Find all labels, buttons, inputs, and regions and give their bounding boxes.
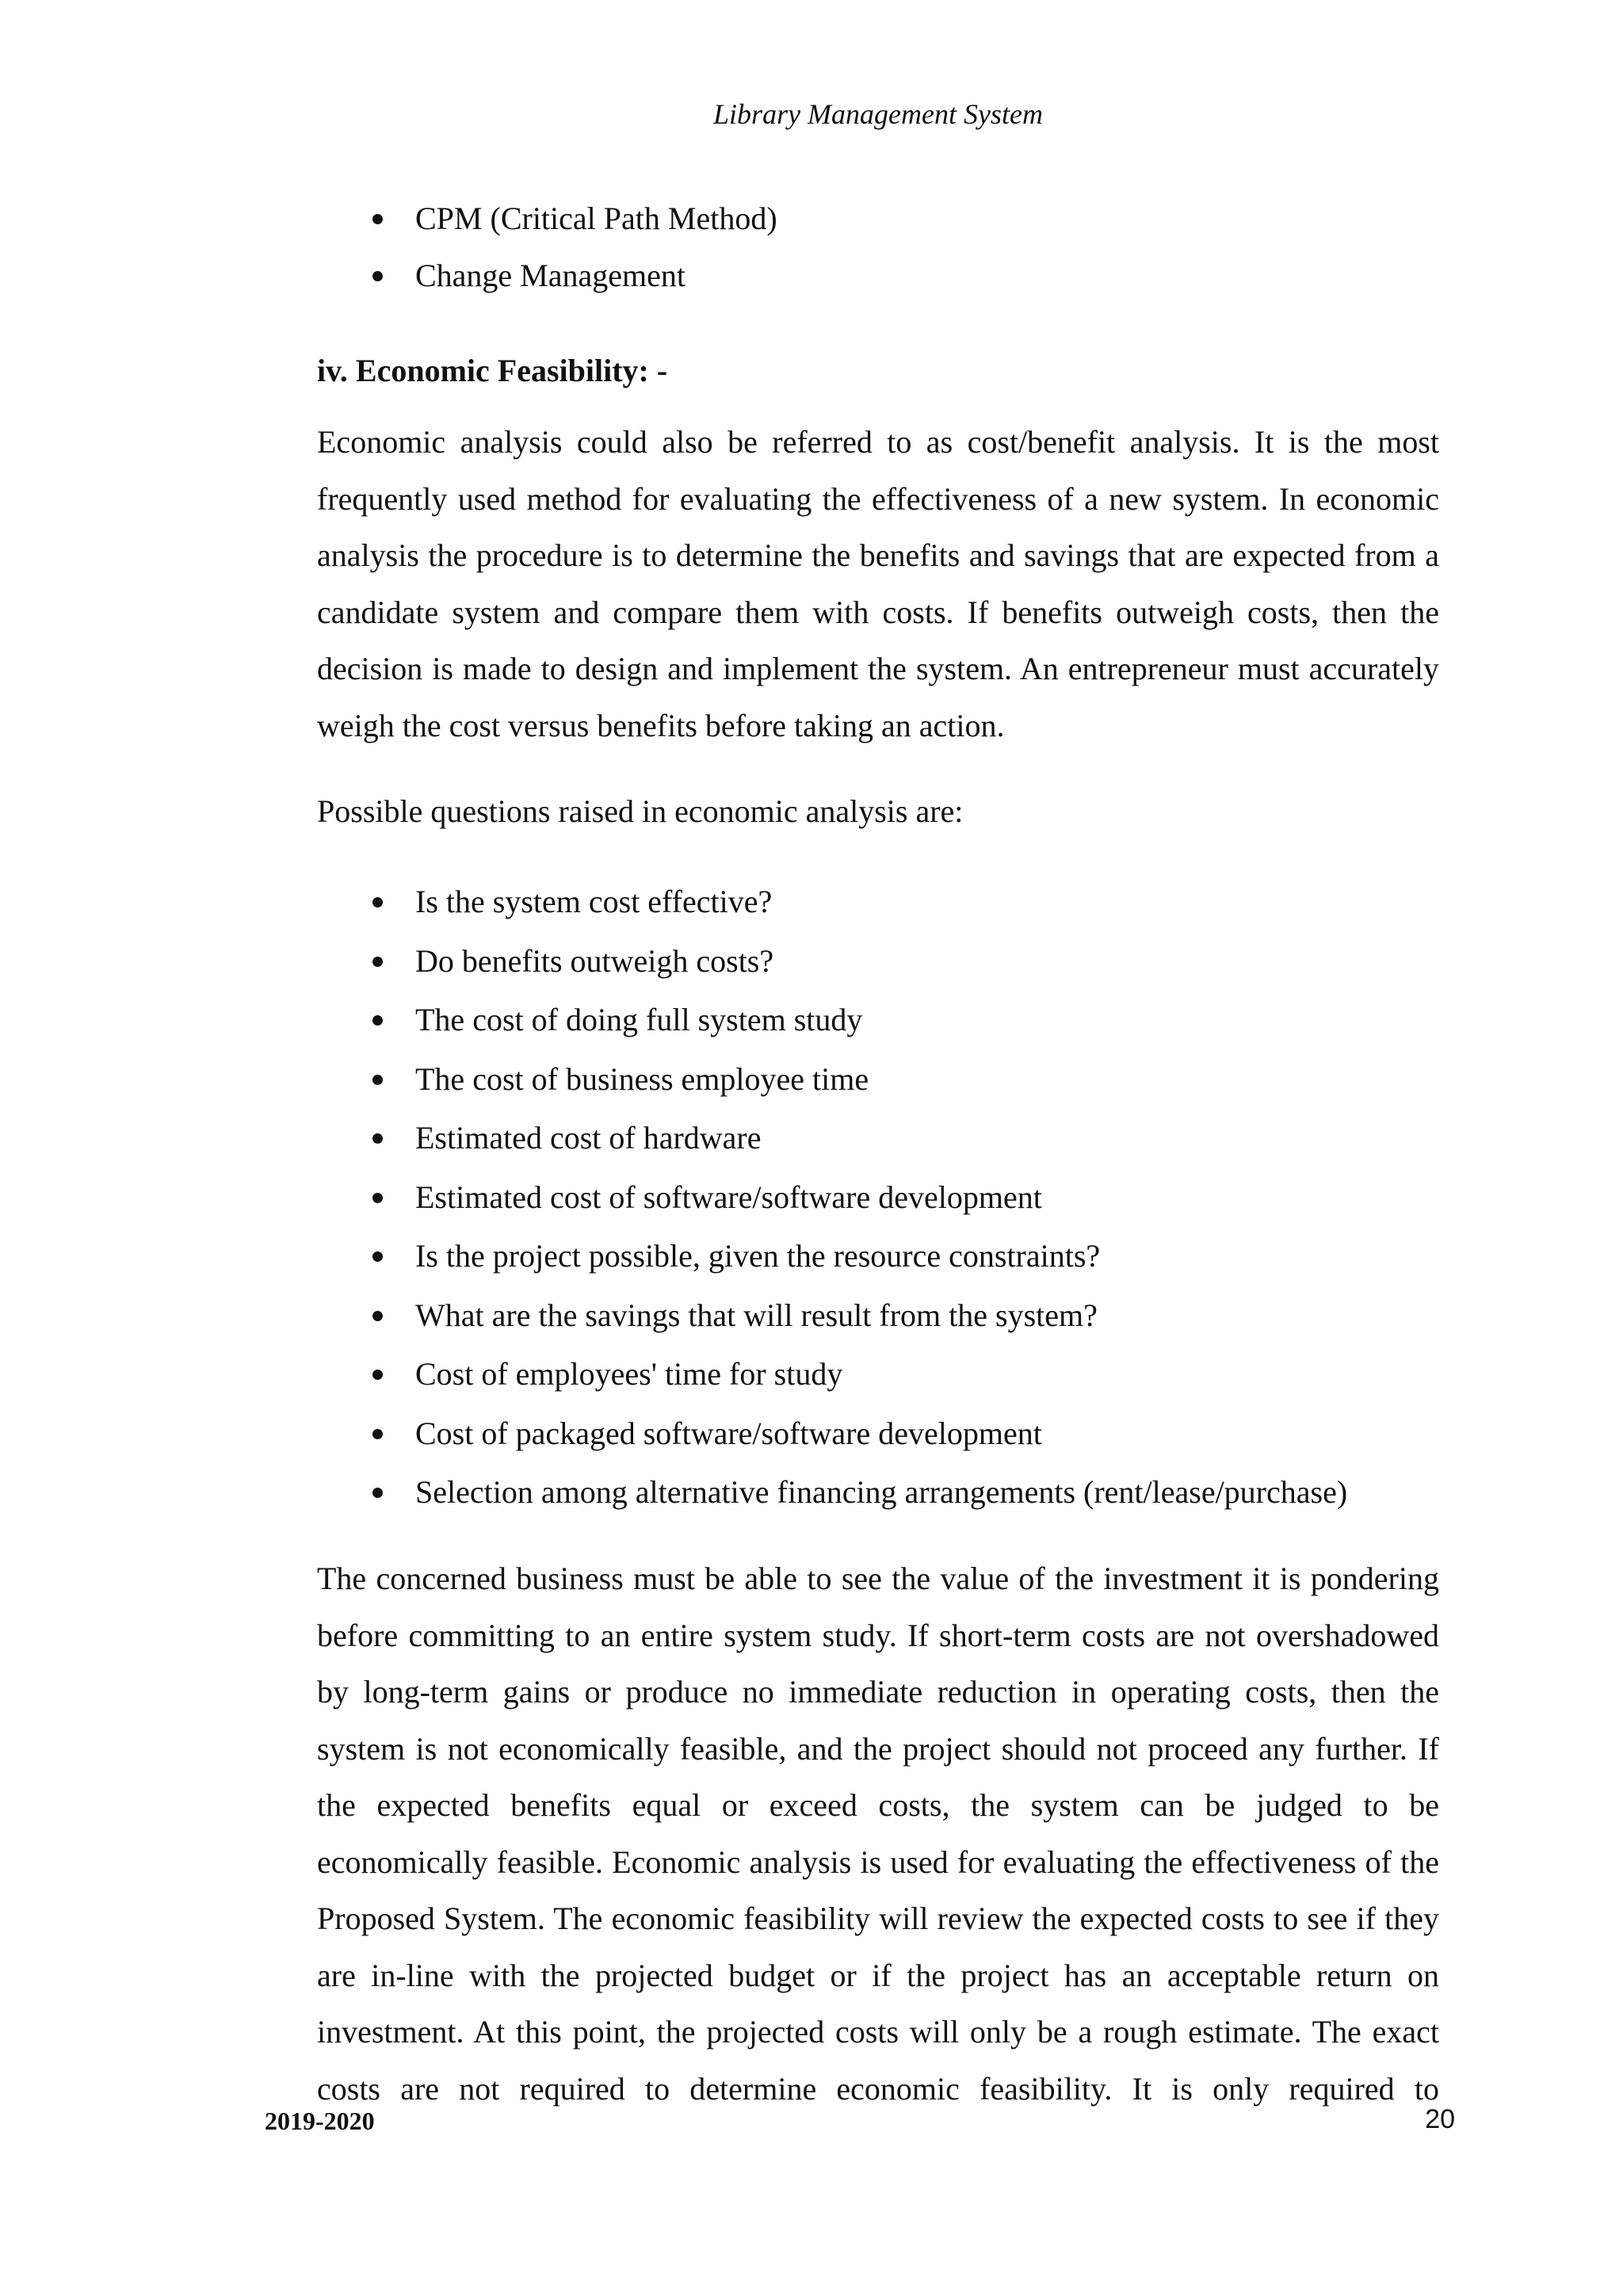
bullet-icon xyxy=(372,1015,383,1026)
list-item-text: Cost of employees' time for study xyxy=(415,1356,843,1392)
bullet-icon xyxy=(372,1133,383,1144)
bullet-icon xyxy=(372,214,383,224)
list-item-text: CPM (Critical Path Method) xyxy=(415,201,777,236)
list-item xyxy=(317,1050,1347,1110)
list-item xyxy=(317,873,1347,932)
list-item xyxy=(317,1109,1347,1168)
list-item-text: Estimated cost of software/software development xyxy=(415,1179,1042,1215)
footer-year: 2019-2020 xyxy=(265,2107,375,2135)
page-number: 20 xyxy=(1425,2104,1455,2134)
list-item-text: Selection among alternative financing arrangements (rent/lease/purchase) xyxy=(415,1474,1348,1510)
bullet-icon xyxy=(372,1488,383,1498)
list-item-text: Estimated cost of hardware xyxy=(415,1120,762,1156)
list-item xyxy=(317,932,1347,991)
bullet-icon xyxy=(372,1075,383,1085)
paragraph-investment-value: The concerned business must be able to see the value of the investment it is pondering before committing to an entire system study. If short-term costs are not overshadowed by long-term gains or produce no immediate reduction in operating costs, then the system is not economically feasible, and the project should not proceed any further. If the expected benefits equal or exceed costs, the system can be judged to be economically feasible. Economic analysis is used for evaluating the effectiveness of the Proposed System. The economic feasibility will review the expected costs to see if they are in-line with the projected budget or if the project has an acceptable return on investment. At this point, the projected costs will only be a rough estimate. The exact costs are not required to determine economic feasibility. It is only required to xyxy=(317,1561,1439,2107)
list-item-text: Do benefits outweigh costs? xyxy=(415,942,774,979)
list-item-text: Is the project possible, given the resource constraints? xyxy=(415,1238,1101,1274)
list-item-text: The cost of doing full system study xyxy=(415,1002,863,1037)
paragraph-economic-analysis: Economic analysis could also be referred to as cost/benefit analysis. It is the most frequently used method for evaluating the effectiveness of a new system. In economic analysis the procedure is to determine the benefits and savings that are expected from a candidate system and compare them with costs. If benefits outweigh costs, then the decision is made to design and implement the system. An entrepreneur must accurately weigh the cost versus benefits before taking an action. xyxy=(317,424,1439,743)
list-item xyxy=(317,1227,1347,1286)
running-header: Library Management System xyxy=(713,98,1043,130)
list-item-text: What are the savings that will result from the system? xyxy=(415,1297,1098,1333)
bullet-icon xyxy=(372,957,383,967)
bullet-icon xyxy=(372,271,383,281)
list-item xyxy=(317,1345,1347,1404)
section-heading: iv. Economic Feasibility: - xyxy=(317,353,668,388)
list-item-text: Cost of packaged software/software development xyxy=(415,1415,1042,1451)
bullet-icon xyxy=(372,897,383,907)
list-item xyxy=(317,190,777,247)
questions-intro: Possible questions raised in economic analysis are: xyxy=(317,793,964,829)
list-item-text: Is the system cost effective? xyxy=(415,884,773,919)
list-item-text: Change Management xyxy=(415,258,685,293)
list-item xyxy=(317,1286,1347,1346)
bullet-icon xyxy=(372,1429,383,1439)
list-item xyxy=(317,1463,1347,1522)
bullet-icon xyxy=(372,1193,383,1203)
bullet-icon xyxy=(372,1370,383,1380)
bullet-icon xyxy=(372,1251,383,1262)
questions-list xyxy=(317,873,1347,1522)
list-item xyxy=(317,1404,1347,1464)
list-item xyxy=(317,1168,1347,1228)
list-item-text: The cost of business employee time xyxy=(415,1060,869,1097)
bullet-icon xyxy=(372,1311,383,1321)
list-item xyxy=(317,991,1347,1050)
list-item xyxy=(317,247,777,304)
top-bullet-list xyxy=(317,190,777,304)
